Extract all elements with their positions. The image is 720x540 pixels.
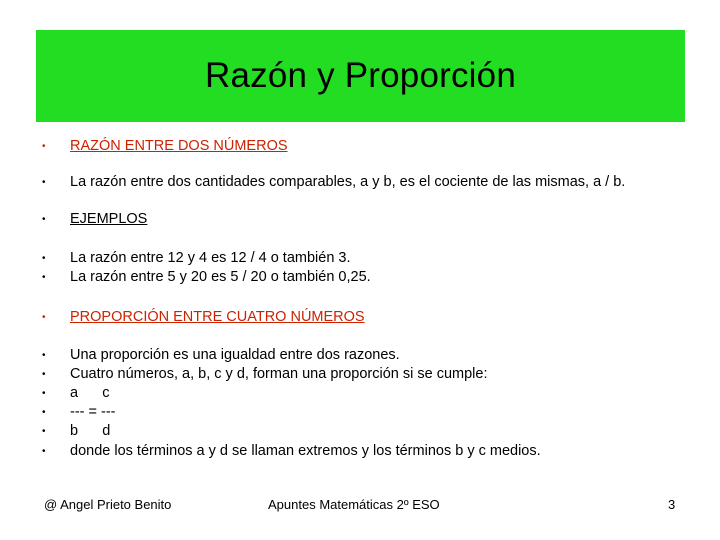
list-item [36,209,147,229]
proportion-denominators: b d [70,423,111,439]
list-item [36,267,371,287]
bullet: • [42,252,46,264]
proportion-text: Cuatro números, a, b, c y d, forman una proporción si se cumple: [70,366,488,382]
list-item [36,172,625,192]
list-item [36,136,288,156]
footer-course: Apuntes Matemáticas 2º ESO [268,496,440,512]
slide-title: Razón y Proporción [205,56,516,95]
bullet: • [42,368,46,380]
proportion-text: donde los términos a y d se llaman extremos y los términos b y c medios. [70,443,541,459]
footer-author: @ Angel Prieto Benito [44,496,172,512]
list-item [36,402,116,422]
list-item [36,364,487,384]
example-text: La razón entre 5 y 20 es 5 / 20 o también 0,25. [70,269,371,285]
bullet: • [42,406,46,418]
list-item [36,248,351,268]
list-item [36,421,110,441]
section-heading-proporcion: PROPORCIÓN ENTRE CUATRO NÚMEROS [70,309,365,325]
bullet: • [42,140,46,152]
bullet: • [42,271,46,283]
title-band [36,30,685,122]
proportion-numerators: a c [70,385,110,401]
proportion-fraction-bars: --- = --- [70,404,116,420]
bullet: • [42,445,46,457]
example-text: La razón entre 12 y 4 es 12 / 4 o también 3. [70,250,351,266]
list-item [36,307,365,327]
bullet: • [42,425,46,437]
list-item [36,383,110,403]
definition-text: La razón entre dos cantidades comparables, a y b, es el cociente de las mismas, a / b. [70,174,626,190]
list-item [36,441,541,461]
section-heading-ejemplos: EJEMPLOS [70,211,148,227]
bullet: • [42,311,46,323]
page-number: 3 [668,496,676,512]
bullet: • [42,349,46,361]
list-item [36,345,400,365]
section-heading-razon: RAZÓN ENTRE DOS NÚMEROS [70,138,288,154]
bullet: • [42,176,46,188]
bullet: • [42,213,46,225]
bullet: • [42,387,46,399]
proportion-text: Una proporción es una igualdad entre dos razones. [70,347,400,363]
